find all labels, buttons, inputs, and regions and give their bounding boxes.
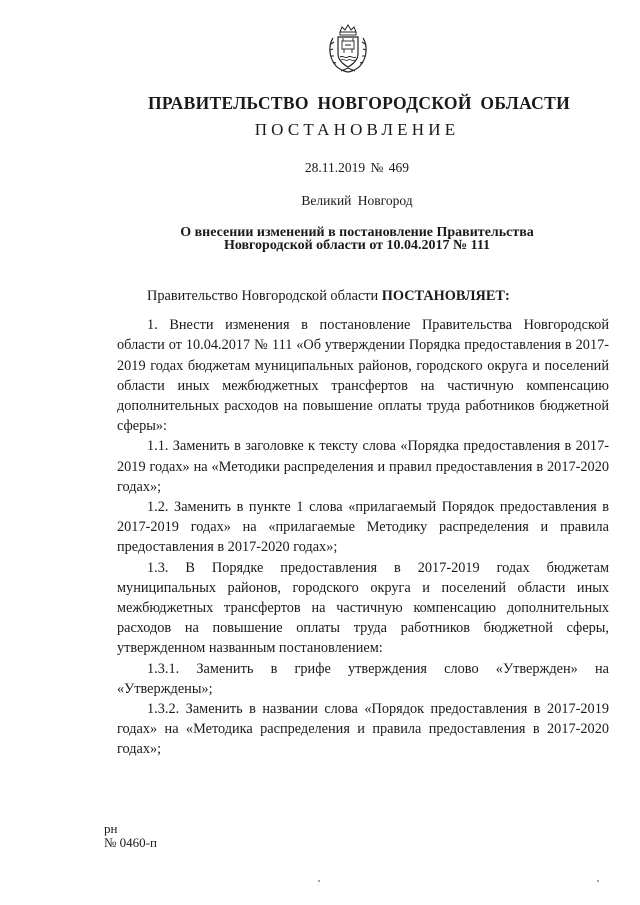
scan-speck [318, 880, 320, 882]
coat-of-arms-icon [327, 24, 369, 74]
subject-line-1: О внесении изменений в постановление Правительства [180, 225, 534, 240]
footer-initials: рн [104, 821, 118, 836]
paragraph-1-3-1: 1.3.1. Заменить в грифе утверждения слово «Утвержден» на «Утверждены»; [117, 660, 609, 697]
footer-code: № 0460-п [104, 835, 157, 850]
lead-bold: ПОСТАНОВЛЯЕТ: [381, 288, 510, 304]
document-type: ПОСТАНОВЛЕНИЕ [254, 120, 460, 139]
paragraph-1-2: 1.2. Заменить в пункте 1 слова «прилагаемый Порядок предоставления в 2017-2019 годах» на «прилагаемые Методику распределения и правила предоставления в 2017-2020 годах»; [117, 499, 609, 556]
footer-mark [104, 822, 157, 850]
decree-subject [0, 226, 640, 252]
lead-paragraph [117, 286, 609, 306]
organization-title: ПРАВИТЕЛЬСТВО НОВГОРОДСКОЙ ОБЛАСТИ [148, 93, 570, 113]
paragraph-1-1: 1.1. Заменить в заголовке к тексту слова «Порядка предоставления в 2017-2019 годах» на «Методики распределения и правил предоставления в 2017-2020 годах»; [117, 438, 609, 495]
scan-speck [597, 880, 599, 882]
date-number: 28.11.2019 № 469 [304, 160, 410, 175]
lead-text: Правительство Новгородской области [147, 288, 382, 304]
decree-body [117, 286, 609, 760]
paragraph-1-3-2: 1.3.2. Заменить в названии слова «Порядок предоставления в 2017-2019 годах» на «Методика распределения и правила предоставления в 2017-2020 годах»; [117, 701, 609, 758]
paragraph-1: 1. Внести изменения в постановление Правительства Новгородской области от 10.04.2017 № 111 «Об утверждении Порядка предоставления в 2017-2019 годах бюджетам муниципальных районов, городского округа и поселений области иных межбюджетных трансфертов на частичную компенсацию дополнительных расходов на повышение оплаты труда работников бюджетной сферы»: [117, 317, 609, 435]
paragraph-1-3: 1.3. В Порядке предоставления в 2017-2019 годах бюджетам муниципальных районов, городского округа и поселений области иных межбюджетных трансфертов на частичную компенсацию дополнительных расходов на повышение оплаты труда работников бюджетной сферы, утвержденном названным постановлением: [117, 559, 609, 657]
subject-line-2: Новгородской области от 10.04.2017 № 111 [223, 238, 491, 253]
city-name: Великий Новгород [301, 193, 413, 208]
